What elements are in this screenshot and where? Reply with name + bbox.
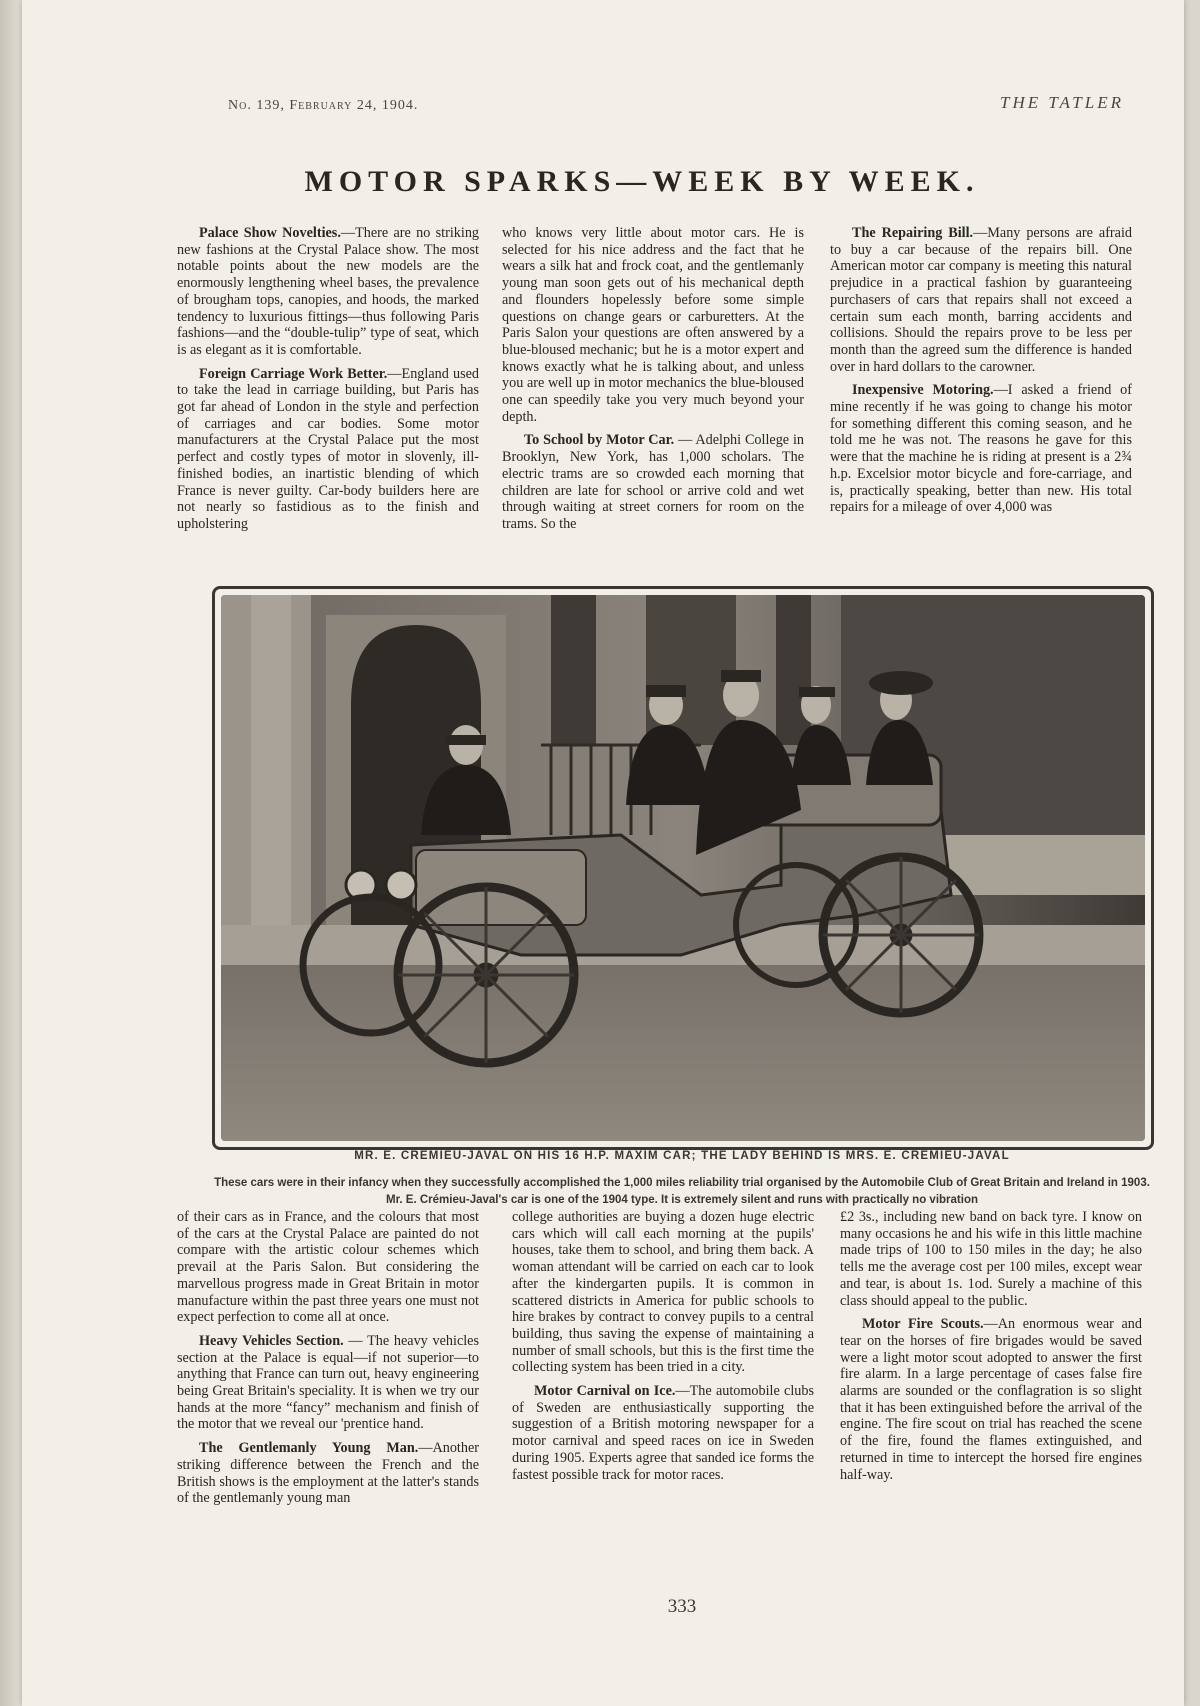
paragraph-text: college authorities are buying a dozen huge electric cars which will call each morning at the pupils' houses, take them to school, and bring them back. A woman attendant will be carried on each car to look after the kindergarten pupils. It is common in scattered districts in America for public schools to hire brakes by contract to convey pupils to a central building, thus saving the expense of maintaining a number of small schools, but this is the first time the collecting system has been tried in a city. xyxy=(512,1209,814,1376)
paragraph-text: who knows very little about motor cars. He is selected for his nice address and the fact that he wears a silk hat and frock coat, and the gentlemanly young man soon gets out of his mechanical depth and flounders hopelessly before some simple questions on change gears or carburetters. At the Paris Salon your questions are often answered by a blue-bloused mechanic; but he is a motor expert and knows exactly what he is talking about, and unless you are well up in motor mechanics the blue-bloused one can speedily take you very much beyond your depth. xyxy=(502,225,804,425)
paragraph-text: —An enormous wear and tear on the horses of fire brigades would be saved were a light motor scout adopted to answer the first fire alarm. In a large percentage of cases false fire alarms are sounded or the conflagration is so slight that it has been extinguished before the arrival of the engine. The fire scout on trial has reached the scene of the fire, found the flames extinguished, and returned in time to intercept the horsed fire engines half-way. xyxy=(840,1316,1142,1483)
article-title: MOTOR SPARKS—WEEK BY WEEK. xyxy=(304,165,980,198)
paragraph xyxy=(830,225,1132,375)
paragraph xyxy=(177,1440,479,1507)
photo-subcaption: These cars were in their infancy when they successfully accomplished the 1,000 miles reliability trial organised by the Automobile Club of Great Britain and Ireland in 1903. Mr. E. Crémieu-Javal's car is one of the 1904 type. It is extremely silent and runs with practically no vibration xyxy=(214,1177,1150,1206)
paragraph xyxy=(830,382,1132,516)
paragraph-text: —The automobile clubs of Sweden are enthusiastically supporting the suggestion of a British motoring newspaper for a motor carnival and speed races on ice in Sweden during 1905. Experts agree that sanded ice forms the fastest possible track for motor races. xyxy=(512,1383,814,1483)
magazine-name: THE TATLER xyxy=(1000,93,1124,112)
paragraph-text: of their cars as in France, and the colours that most of the cars at the Crystal Palace are painted do not compare with the artistic colour schemes which prevail at the Paris Salon. But considering the marvellous progress made in Great Britain in motor manufacture within the past three years one must not expect perfection to come all at once. xyxy=(177,1209,479,1326)
paragraph-text: —I asked a friend of mine recently if he was going to change his motor for something different this coming season, and he told me he was not. The reasons he gave for this were that the machine he is riding at present is a 2¾ h.p. Excelsior motor bicycle and fore-carriage, and is, practically speaking, better than new. His total repairs for a mileage of over 4,000 was xyxy=(830,382,1132,516)
top-column-3 xyxy=(830,225,1132,523)
section-heading: Palace Show Novelties. xyxy=(199,225,341,241)
paragraph xyxy=(512,1383,814,1483)
paragraph xyxy=(177,1333,479,1433)
section-heading: Inexpensive Motoring. xyxy=(852,382,994,399)
section-heading: Motor Carnival on Ice. xyxy=(534,1383,676,1400)
paragraph xyxy=(502,225,804,425)
car-photo-illustration xyxy=(221,595,1145,1141)
paragraph xyxy=(840,1209,1142,1309)
paragraph xyxy=(177,1209,479,1326)
section-heading: Foreign Carriage Work Better. xyxy=(199,365,388,382)
paragraph xyxy=(502,432,804,532)
magazine-page xyxy=(22,0,1184,1706)
paragraph xyxy=(840,1316,1142,1483)
top-column-1 xyxy=(177,225,479,540)
section-heading: Heavy Vehicles Section. xyxy=(199,1332,344,1349)
paragraph xyxy=(177,366,479,533)
bottom-column-2 xyxy=(512,1209,814,1490)
section-heading: To School by Motor Car. xyxy=(524,432,675,449)
section-heading: The Gentlemanly Young Man. xyxy=(199,1440,419,1457)
section-heading: Motor Fire Scouts. xyxy=(862,1316,984,1333)
paragraph xyxy=(512,1209,814,1376)
section-heading: The Repairing Bill. xyxy=(852,225,974,241)
paragraph-text: £2 3s., including new band on back tyre. I know on many occasions he and his wife in this little machine made trips of 100 to 150 miles in the day; he also tells me the average cost per 100 miles, except wear and tear, is about 1s. 1od. Surely a machine of this class should appeal to the public. xyxy=(840,1209,1142,1309)
paragraph-text: —England used to take the lead in carriage building, but Paris has got far ahead of London in the style and perfection of carriages and car bodies. Some motor manufacturers at the Crystal Palace put the most perfect and costly types of motor in slovenly, ill-finished bodies, an inartistic blending of which France is never guilty. Car-body builders here are not nearly so fastidious as to the finish and upholstering xyxy=(177,365,479,532)
bottom-column-3 xyxy=(840,1209,1142,1490)
page-number: 333 xyxy=(667,1596,697,1617)
paragraph-text: —Another striking difference between the French and the British shows is the employment at the latter's stands of the gentlemanly young man xyxy=(177,1440,479,1507)
paragraph xyxy=(177,225,479,359)
photo-frame xyxy=(212,586,1154,1150)
paragraph-text: — The heavy vehicles section at the Palace is equal—if not superior—to anything that France can turn out, heavy engineering being Great Britain's speciality. It is when we try our hands at the more “fancy” mechanism and finish of the motor that we reveal our 'prentice hand. xyxy=(177,1332,479,1433)
issue-line: No. 139, February 24, 1904. xyxy=(228,98,419,113)
paragraph-text: — Adelphi College in Brooklyn, New York, has 1,000 scholars. The electric trams are so crowded each morning that children are late for school or arrive cold and wet through waiting at street corners for room on the trams. So the xyxy=(502,432,805,532)
paragraph-text: —There are no striking new fashions at the Crystal Palace show. The most notable points about the new models are the enormously lengthening wheel bases, the prevalence of brougham tops, canopies, and hoods, the marked tendency to luxurious fittings—thus following Paris fashions—and the “double-tulip” type of seat, which is as elegant as it is comfortable. xyxy=(177,225,480,358)
car-photograph xyxy=(221,595,1145,1141)
paragraph-text: —Many persons are afraid to buy a car because of the repairs bill. One American motor car company is meeting this natural prejudice in a practical fashion by guaranteeing purchasers of cars that repairs shall not exceed a certain sum each month, barring accidents and collisions. Should the repairs prove to be less per month than the agreed sum the difference is handed over in hard dollars to the carowner. xyxy=(830,225,1132,375)
bottom-column-1 xyxy=(177,1209,479,1514)
photo-caption: MR. E. CRÉMIEU-JAVAL ON HIS 16 H.P. MAXIM CAR; THE LADY BEHIND IS MRS. E. CRÉMIEU-JAVAL xyxy=(354,1150,1010,1162)
top-column-2 xyxy=(502,225,804,540)
page-gutter xyxy=(0,0,22,1706)
